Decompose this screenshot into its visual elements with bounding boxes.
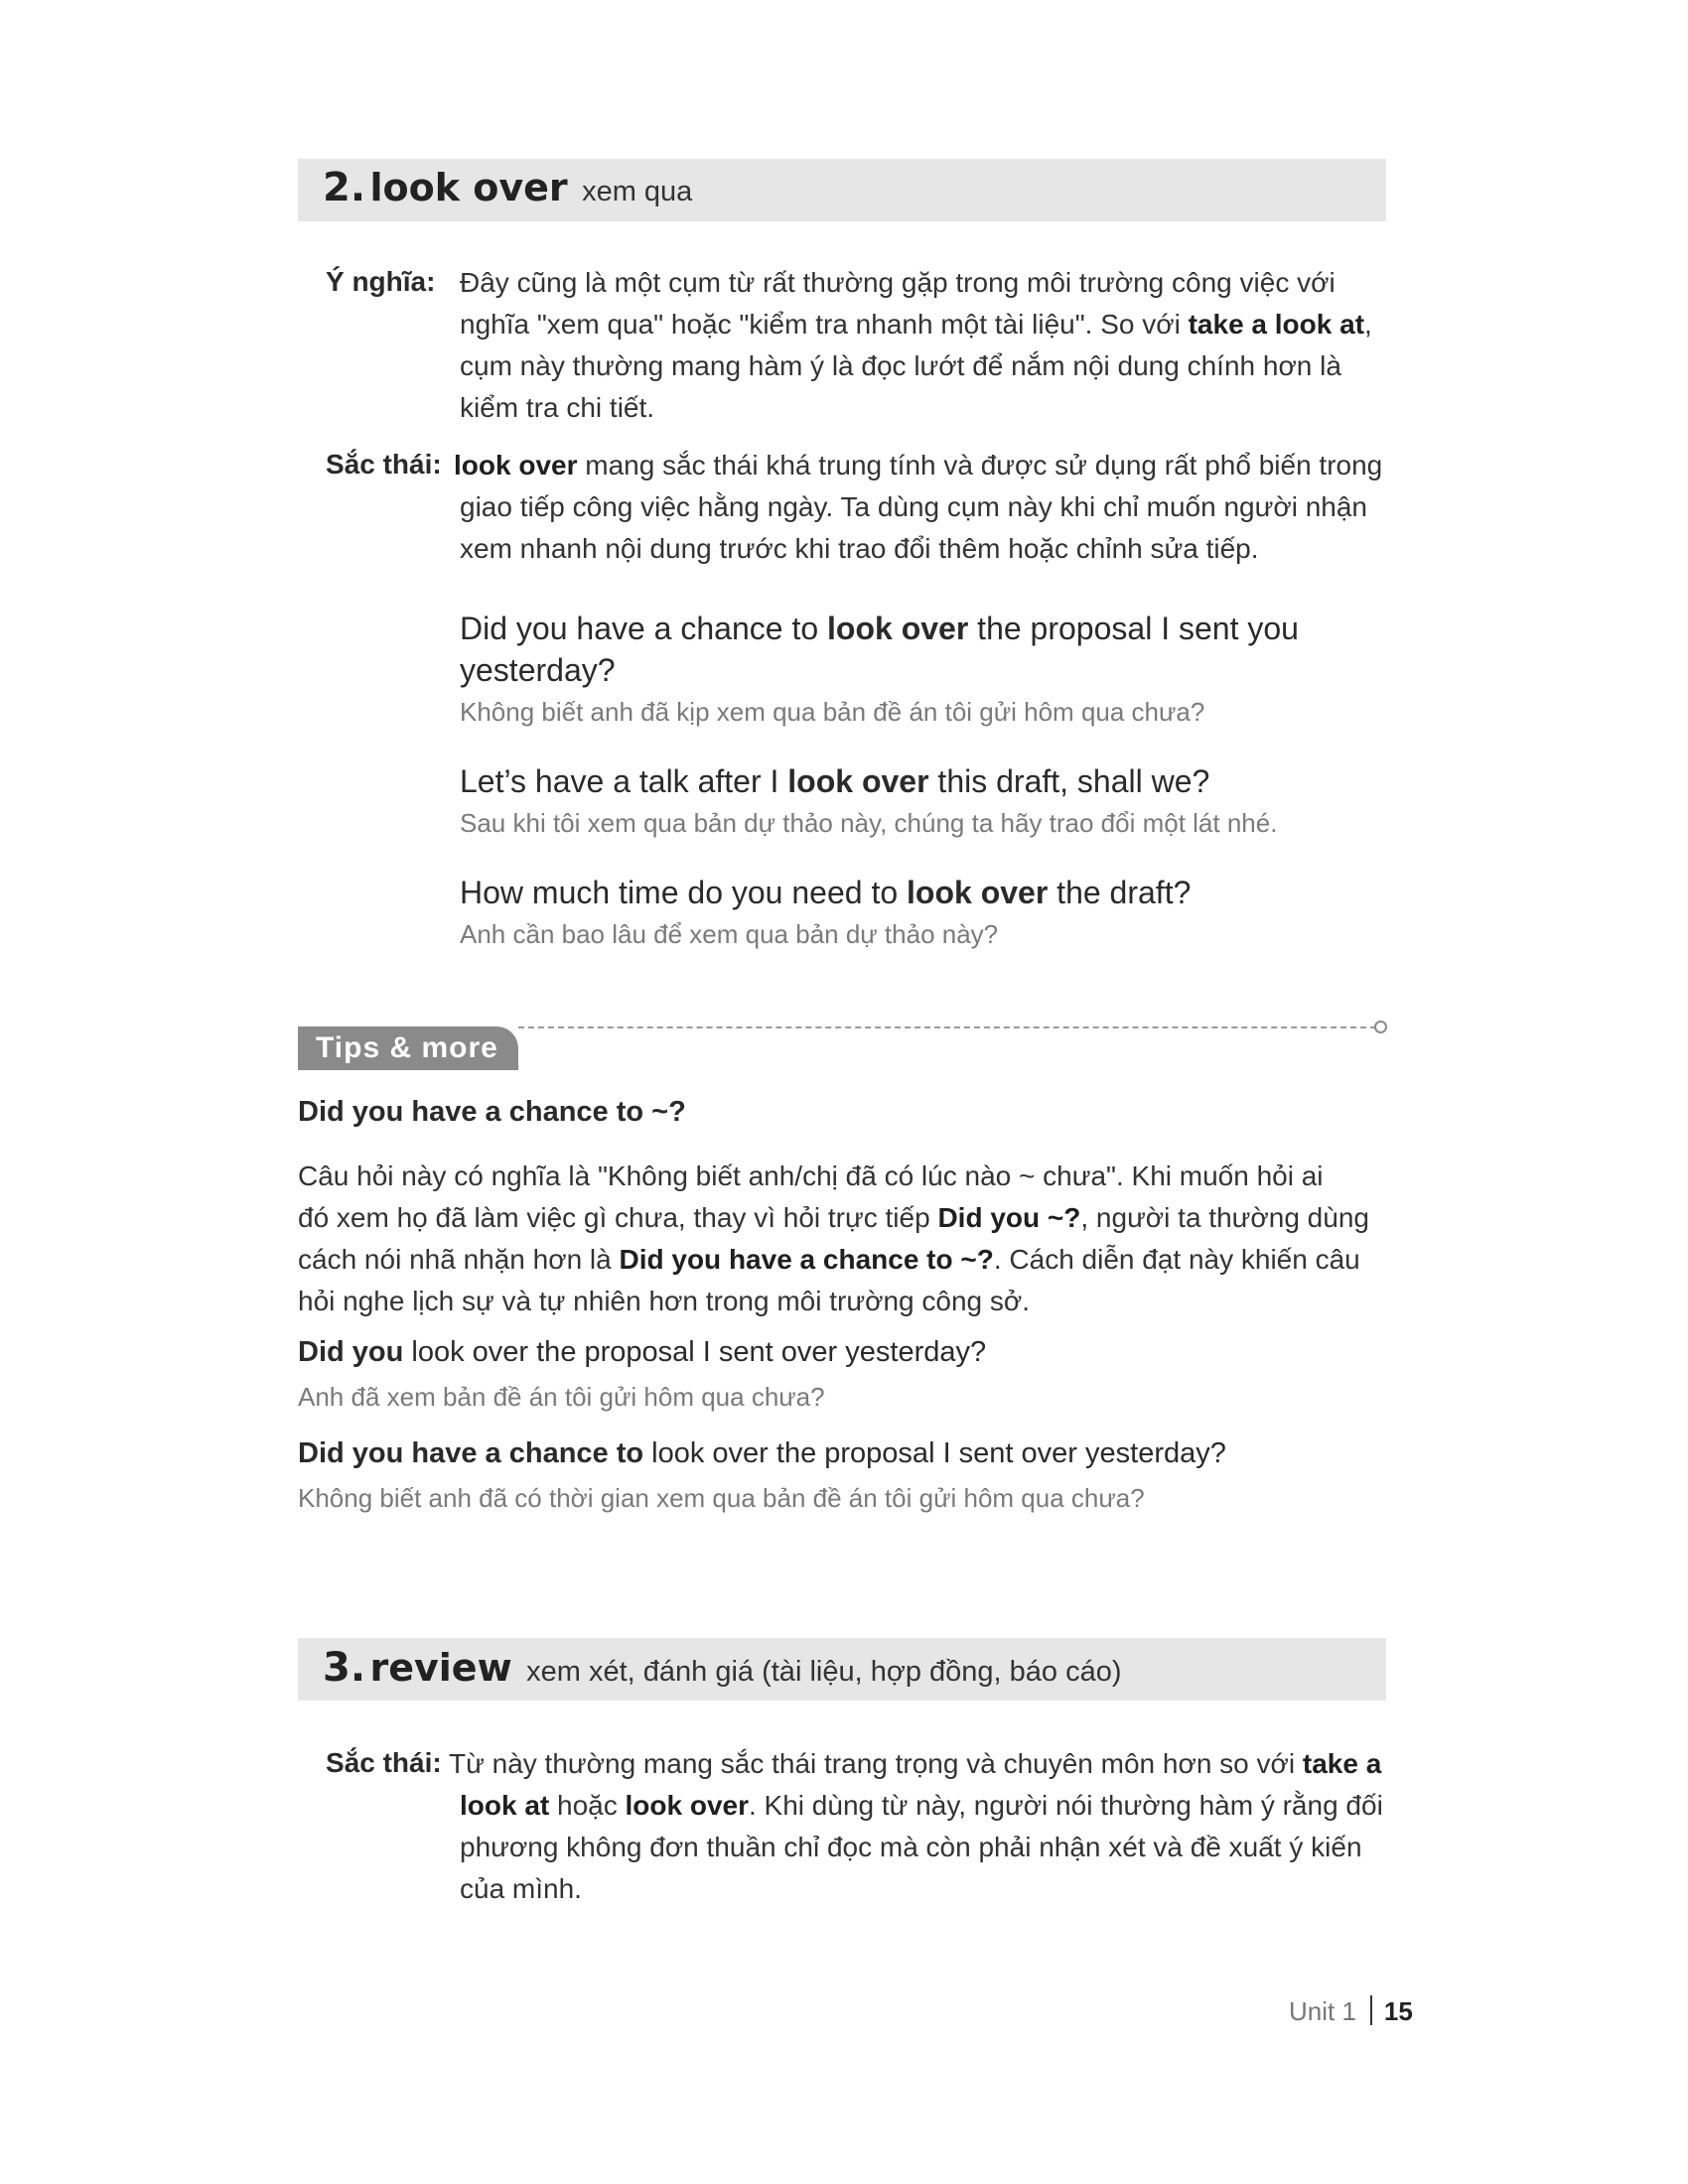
page-number: 15: [1383, 1996, 1413, 2026]
bold-term: look at: [460, 1790, 550, 1821]
tips-example-2-en: [298, 1437, 1226, 1470]
text-run: hoặc: [549, 1790, 626, 1821]
text-run: của mình.: [460, 1873, 582, 1904]
text-run: Did you have a chance to: [460, 611, 828, 646]
bold-term: look over: [625, 1790, 749, 1821]
bold-term: Did you have a chance to ~?: [619, 1244, 994, 1275]
text-line: [460, 262, 1372, 304]
text-run: the proposal I sent you: [968, 611, 1299, 646]
tips-example-1-en: [298, 1336, 986, 1369]
text-line: [460, 1827, 1383, 1868]
text-run: cụm này thường mang hàm ý là đọc lướt để nắm nội dung chính hơn là: [460, 350, 1341, 381]
text-run: the draft?: [1048, 875, 1192, 910]
text-line: [298, 1156, 1369, 1197]
text-line: [460, 486, 1382, 528]
text-run: đó xem họ đã làm việc gì chưa, thay vì hỏi trực tiếp: [298, 1202, 938, 1233]
text-run: giao tiếp công việc hằng ngày. Ta dùng cụm này khi chỉ muốn người nhận: [460, 491, 1367, 522]
text-line: [298, 1239, 1369, 1281]
bold-term: look over: [787, 763, 929, 799]
nuance-label: Sắc thái:: [326, 449, 442, 479]
text-run: Từ này thường mang sắc thái trang trọng và chuyên môn hơn so với: [449, 1748, 1303, 1779]
tips-dashed-rule: [518, 1026, 1376, 1028]
example-2-vi: Sau khi tôi xem qua bản dự thảo này, chúng ta hãy trao đổi một lát nhé.: [460, 808, 1278, 838]
example-1-en: [460, 608, 1299, 691]
bold-term: look over: [827, 611, 969, 646]
section-2-title: [323, 165, 692, 210]
text-line: [298, 1197, 1369, 1239]
text-run: nghĩa "xem qua" hoặc "kiểm tra nhanh một tài liệu". So với: [460, 309, 1189, 340]
nuance-label: Sắc thái:: [326, 1747, 442, 1778]
section-number: 2.: [323, 165, 366, 210]
text-run: Let’s have a talk after I: [460, 763, 788, 799]
tips-heading: Did you have a chance to ~?: [298, 1096, 686, 1128]
text-run: phương không đơn thuần chỉ đọc mà còn phải nhận xét và đề xuất ý kiến: [460, 1832, 1362, 1862]
text-line: [460, 608, 1299, 649]
section-word: look over: [369, 166, 568, 209]
text-line: [460, 1785, 1383, 1827]
text-line: [460, 387, 1372, 429]
text-run: , người ta thường dùng: [1080, 1202, 1369, 1233]
text-line: [460, 760, 1209, 802]
text-line: [460, 304, 1372, 345]
bold-term: Did you have a chance to: [298, 1437, 644, 1469]
nuance-text: [454, 445, 1382, 570]
unit-label: Unit 1: [1289, 1996, 1356, 2026]
text-run: look over the proposal I sent over yesterday?: [643, 1437, 1226, 1469]
text-run: . Khi dùng từ này, người nói thường hàm ý rằng đối: [749, 1790, 1383, 1821]
text-line: [460, 345, 1372, 387]
text-run: xem nhanh nội dung trước khi trao đổi thêm hoặc chỉnh sửa tiếp.: [460, 533, 1259, 564]
text-line: [460, 528, 1382, 570]
text-run: ,: [1364, 309, 1372, 340]
tips-rule-end-circle: [1374, 1021, 1387, 1033]
text-run: yesterday?: [460, 652, 616, 688]
text-line: [298, 1281, 1369, 1322]
text-run: this draft, shall we?: [928, 763, 1210, 799]
text-run: cách nói nhã nhặn hơn là: [298, 1244, 620, 1275]
section-3-title: [323, 1645, 1122, 1691]
bold-term: Did you: [298, 1336, 404, 1368]
text-line: [460, 1868, 1383, 1910]
example-3-en: [460, 872, 1191, 913]
text-line: [449, 1743, 1383, 1785]
tips-example-1-vi: Anh đã xem bản đề án tôi gửi hôm qua chưa?: [298, 1382, 825, 1412]
bold-term: take a look at: [1188, 309, 1365, 340]
meaning-label: Ý nghĩa:: [326, 266, 436, 297]
text-line: [460, 649, 1299, 691]
bold-term: look over: [454, 450, 578, 480]
page-footer: [1289, 1995, 1413, 2027]
text-run: How much time do you need to: [460, 875, 908, 910]
section-meaning: xem xét, đánh giá (tài liệu, hợp đồng, báo cáo): [526, 1656, 1122, 1688]
tips-paragraph: [298, 1156, 1369, 1322]
text-run: . Cách diễn đạt này khiến câu: [993, 1244, 1360, 1275]
bold-term: look over: [907, 875, 1049, 910]
text-line: [454, 445, 1382, 486]
text-run: mang sắc thái khá trung tính và được sử dụng rất phổ biến trong: [577, 450, 1383, 480]
review-nuance-text: [449, 1743, 1383, 1910]
tips-tab: Tips & more: [298, 1026, 518, 1070]
section-meaning: xem qua: [582, 176, 693, 207]
example-1-vi: Không biết anh đã kịp xem qua bản đề án tôi gửi hôm qua chưa?: [460, 697, 1205, 727]
text-run: kiểm tra chi tiết.: [460, 392, 655, 423]
text-run: Đây cũng là một cụm từ rất thường gặp trong môi trường công việc với: [460, 267, 1336, 298]
text-run: look over the proposal I sent over yesterday?: [403, 1336, 987, 1368]
section-word: review: [369, 1646, 512, 1690]
text-run: Câu hỏi này có nghĩa là "Không biết anh/chị đã có lúc nào ~ chưa". Khi muốn hỏi ai: [298, 1160, 1324, 1191]
bold-term: take a: [1302, 1748, 1382, 1779]
meaning-text: [460, 262, 1372, 429]
text-run: hỏi nghe lịch sự và tự nhiên hơn trong môi trường công sở.: [298, 1286, 1031, 1316]
footer-separator: [1370, 1995, 1372, 2025]
tips-example-2-vi: Không biết anh đã có thời gian xem qua bản đề án tôi gửi hôm qua chưa?: [298, 1483, 1145, 1513]
example-2-en: [460, 760, 1209, 802]
bold-term: Did you ~?: [937, 1202, 1081, 1233]
text-line: [460, 872, 1191, 913]
example-3-vi: Anh cần bao lâu để xem qua bản dự thảo này?: [460, 919, 999, 949]
section-number: 3.: [323, 1645, 366, 1691]
